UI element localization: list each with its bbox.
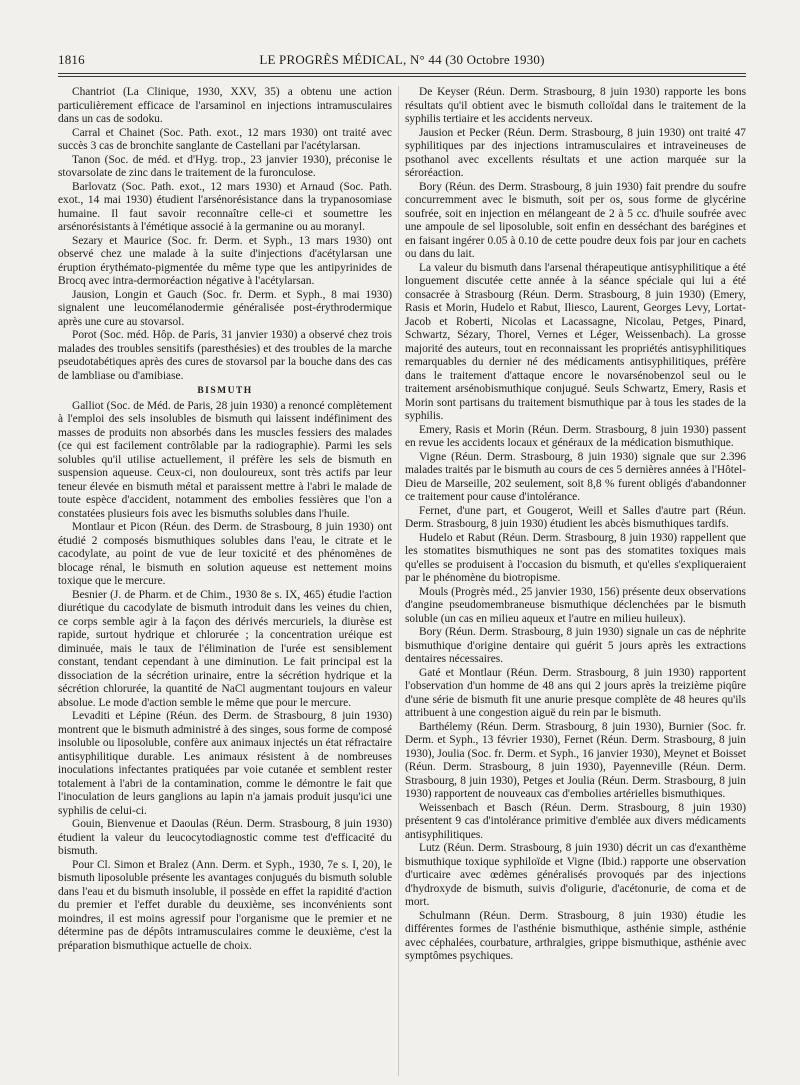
paragraph: Gaté et Montlaur (Réun. Derm. Strasbourg, 8 juin 1930) rapportent l'observation d'un homme de 48 ans qui 2 jours après la treizième piqûre d'une série de bismuth fit une anurie presque complète de 48 heures qu'ils attribuent à une congestion aiguë du rein par le bismuth.	[405, 666, 746, 719]
paragraph: Galliot (Soc. de Méd. de Paris, 28 juin 1930) a renoncé complètement à l'emploi des sels insolubles de bismuth qui laissent indéfiniment des masses de produits non absorbés dans les muscles fessiers des malades (ce qui est facilement contrôlable par la radiographie). Parmi les sels solubles qu'il utilise actuellement, il préfère les sels de bismuth en suspension aqueuse. Ceux-ci, non douloureux, sont très actifs par leur teneur élevée en bismuth métal et paraissent mettre à l'abri le malade de toute espèce d'accident, notamment des embolies fessières que l'on a constatées plusieurs fois avec les bismuths solubles dans l'huile.	[58, 399, 392, 520]
column-divider	[398, 86, 399, 1076]
right-column	[405, 86, 746, 1076]
right-paragraphs	[405, 86, 746, 964]
paragraph: Besnier (J. de Pharm. et de Chim., 1930 8e s. IX, 465) étudie l'action diurétique du cacodylate de bismuth introduit dans les veines du chien, ce corps semble agir à la façon des dérivés mercuriels, la diurèse est rapide, surtout hydrique et chlorurée ; la concentration uréique est diminuée, mais le taux de l'élimination de l'urée est sensiblement constant, tendant cependant à une diminution. Le fait principal est la dissociation de la sécrétion urinaire, entre la sécrétion hydrique et la sécrétion chlorurée, la quantité de NaCl augmentant toujours en valeur absolue. Le mode d'action semble le même que pour le mercure.	[58, 588, 392, 709]
paragraph: Chantriot (La Clinique, 1930, XXV, 35) a obtenu une action particulièrement efficace de l'arsaminol en injections intramusculaires dans un cas de sodoku.	[58, 86, 392, 125]
header-rule-bottom	[58, 76, 746, 77]
left-paragraphs-before	[58, 86, 392, 383]
paragraph: Tanon (Soc. de méd. et d'Hyg. trop., 23 janvier 1930), préconise le stovarsolate de zinc dans le traitement de la furonculose.	[58, 153, 392, 179]
paragraph: Schulmann (Réun. Derm. Strasbourg, 8 juin 1930) étudie les différentes formes de l'asthénie bismuthique, asthénie simple, asthénie avec céphalées, courbature, arthralgies, grippe bismuthique, asthénie avec symptômes psychiques.	[405, 909, 746, 962]
paragraph: Hudelo et Rabut (Réun. Derm. Strasbourg, 8 juin 1930) rappellent que les stomatites bismuthiques ne sont pas des stomatites toxiques mais qu'elles se produisent à l'occasion du bismuth, et qu'elles s'expliqueraient par le phénomène du biotropisme.	[405, 531, 746, 584]
paragraph: Bory (Réun. des Derm. Strasbourg, 8 juin 1930) fait prendre du soufre concurremment avec le bismuth, soit per os, sous forme de glycérine soufrée, soit en injection en mélangeant de 2 à 5 cc. d'huile soufrée avec une ampoule de sel liposoluble, soit enfin en desséchant des barégines et en faisant ingérer 0.05 à 0.10 de cette poudre deux fois par jour en cachets ou dans du lait.	[405, 180, 746, 260]
paragraph: Sezary et Maurice (Soc. fr. Derm. et Syph., 13 mars 1930) ont observé chez une malade à la suite d'injections d'acétylarsan une éruption érythémato-pigmentée du même type que les antipyrinides de Brocq avec intra-dermoréaction négative à l'acétylarsan.	[58, 234, 392, 287]
paragraph: Gouin, Bienvenue et Daoulas (Réun. Derm. Strasbourg, 8 juin 1930) étudient la valeur du leucocytodiagnostic comme test d'efficacité du bismuth.	[58, 818, 392, 857]
header-rule-top	[58, 73, 746, 74]
paragraph: Vigne (Réun. Derm. Strasbourg, 8 juin 1930) signale que sur 2.396 malades traités par le bismuth au cours de ces 5 dernières années à l'Hôtel-Dieu de Marseille, 202 seulement, soit 8,8 % furent obligés d'abandonner ce traitement pour cause d'intolérance.	[405, 450, 746, 503]
paragraph: Barthélemy (Réun. Derm. Strasbourg, 8 juin 1930), Burnier (Soc. fr. Derm. et Syph., 13 février 1930), Fernet (Réun. Derm. Strasbourg, 8 juin 1930), Joulia (Soc. fr. Derm. et Syph., 16 janvier 1930), Meynet et Boisset (Réun. Derm. Strasbourg, 8 juin 1930), Payenneville (Réun. Derm. Strasbourg, 8 juin 1930), Petges et Joulia (Réun. Derm. Strasbourg, 8 juin 1930) rapportent de nouveaux cas d'embolies artérielles bismuthiques.	[405, 720, 746, 800]
section-heading-bismuth: BISMUTH	[197, 386, 253, 396]
paragraph: Barlovatz (Soc. Path. exot., 12 mars 1930) et Arnaud (Soc. Path. exot., 14 mai 1930) étudient l'arsénorésistance dans la trypanosomiase humaine. Il faut savoir reconnaître celle-ci et soumettre les arsénorésistants à l'émétique associé à la germanine ou au moranyl.	[58, 180, 392, 233]
paragraph: Lutz (Réun. Derm. Strasbourg, 8 juin 1930) décrit un cas d'exanthème bismuthique toxique syphiloïde et Vigne (Ibid.) rapporte une observation d'urticaire avec œdèmes généralisés provoqués par des injections d'hydroxyde de bismuth, suivis d'oligurie, d'acétonurie, de coma et de mort.	[405, 842, 746, 908]
paragraph: Carral et Chainet (Soc. Path. exot., 12 mars 1930) ont traité avec succès 3 cas de bronchite sanglante de Castellani par l'acétylarsan.	[58, 126, 392, 152]
paragraph: Pour Cl. Simon et Bralez (Ann. Derm. et Syph., 1930, 7e s. I, 20), le bismuth liposoluble présente les avantages conjugués du bismuth soluble dans l'eau et du bismuth insoluble, il possède en effet la rapidité d'action du premier et l'effet durable du deuxième, ses inconvénients sont moindres, il est moins agressif pour l'organisme que le premier et ne détermine pas de dépôts intramusculaires comme le deuxième, c'est la préparation bismuthique actuelle de choix.	[58, 858, 392, 952]
paragraph: Jausion, Longin et Gauch (Soc. fr. Derm. et Syph., 8 mai 1930) signalent une leucomélanodermie généralisée post-érythrodermique après une cure au stovarsol.	[58, 288, 392, 328]
left-column	[58, 86, 392, 1076]
paragraph: Porot (Soc. méd. Hôp. de Paris, 31 janvier 1930) a observé chez trois malades des troubles sensitifs (paresthésies) et des troubles de la marche pseudotabétiques après des cures de stovarsol par la bouche dans des cas de lambliase ou d'amibiase.	[58, 329, 392, 382]
paragraph: Weissenbach et Basch (Réun. Derm. Strasbourg, 8 juin 1930) présentent 9 cas d'intolérance primitive d'emblée aux divers médicaments antisyphilitiques.	[405, 801, 746, 841]
paragraph: La valeur du bismuth dans l'arsenal thérapeutique antisyphilitique a été longuement discutée cette année à la séance spéciale qui lui a été consacrée à Strasbourg (Réun. Derm. Strasbourg, 8 juin 1930) (Emery, Rasis et Morin, Hudelo et Rabut, Iliesco, Laurent, Georges Levy, Lortat-Jacob et Roberti, Nicolas et Lacassagne, Nicolau, Petges, Pinard, Schwartz, Sézary, Thorel, Vernes et Léger, Weissenbach). La grosse majorité des auteurs, tout en reconnaissant les propriétés antisyphilitiques remarquables du dernier né des médicaments antisyphilitiques, préfère dans le traitement d'attaque encore le novarsénobenzol seul ou le traitement arsénobismuthique conjugué. Seuls Schwartz, Emery, Rasis et Morin sont partisans du traitement bismuthique par à tous les stades de la syphilis.	[405, 261, 746, 422]
page-header	[58, 52, 746, 72]
paragraph: Jausion et Pecker (Réun. Derm. Strasbourg, 8 juin 1930) ont traité 47 syphilitiques par des injections intramusculaires et intraveineuses de psothanol avec excellents résultats et une action marquée sur la séroréaction.	[405, 126, 746, 179]
journal-title: LE PROGRÈS MÉDICAL, N° 44 (30 Octobre 1930)	[259, 52, 545, 67]
paragraph: Bory (Réun. Derm. Strasbourg, 8 juin 1930) signale un cas de néphrite bismuthique d'origine dentaire qui guérit 5 jours après les extractions dentaires nécessaires.	[405, 626, 746, 665]
left-paragraphs-after	[58, 400, 392, 954]
paragraph: Mouls (Progrès méd., 25 janvier 1930, 156) présente deux observations d'angine pseudomembraneuse bismuthique déclenchées par le bismuth soluble (un cas en milieu aqueux et l'autre en milieu huileux).	[405, 585, 746, 625]
paragraph: Levaditi et Lépine (Réun. des Derm. de Strasbourg, 8 juin 1930) montrent que le bismuth administré à des singes, sous forme de composé insoluble ou liposoluble, confère aux animaux injectés un état réfractaire antisyphilitique durable. Les animaux résistent à de nombreuses inoculations infectantes pratiquées par voie cutanée et semblent rester totalement à l'abri de la contamination, comme le démontre le fait que l'inoculation de leurs ganglions au lapin n'a jamais produit jusqu'ici une syphilis de celui-ci.	[58, 710, 392, 817]
paragraph: De Keyser (Réun. Derm. Strasbourg, 8 juin 1930) rapporte les bons résultats qu'il obtient avec le bismuth colloïdal dans le traitement de la syphilis tertiaire et les accidents nerveux.	[405, 86, 746, 125]
page-number: 1816	[58, 52, 85, 67]
paragraph: Emery, Rasis et Morin (Réun. Derm. Strasbourg, 8 juin 1930) passent en revue les accidents locaux et généraux de la médication bismuthique.	[405, 423, 746, 449]
paragraph: Montlaur et Picon (Réun. des Derm. de Strasbourg, 8 juin 1930) ont étudié 2 composés bismuthiques solubles dans l'eau, le citrate et le cacodylate, au point de vue de leur toxicité et des phénomènes de blocage rénal, le bismuth en solution aqueuse est nettement moins toxique que le mercure.	[58, 521, 392, 587]
paragraph: Fernet, d'une part, et Gougerot, Weill et Salles d'autre part (Réun. Derm. Strasbourg, 8 juin 1930) étudient les abcès bismuthiques tardifs.	[405, 504, 746, 530]
